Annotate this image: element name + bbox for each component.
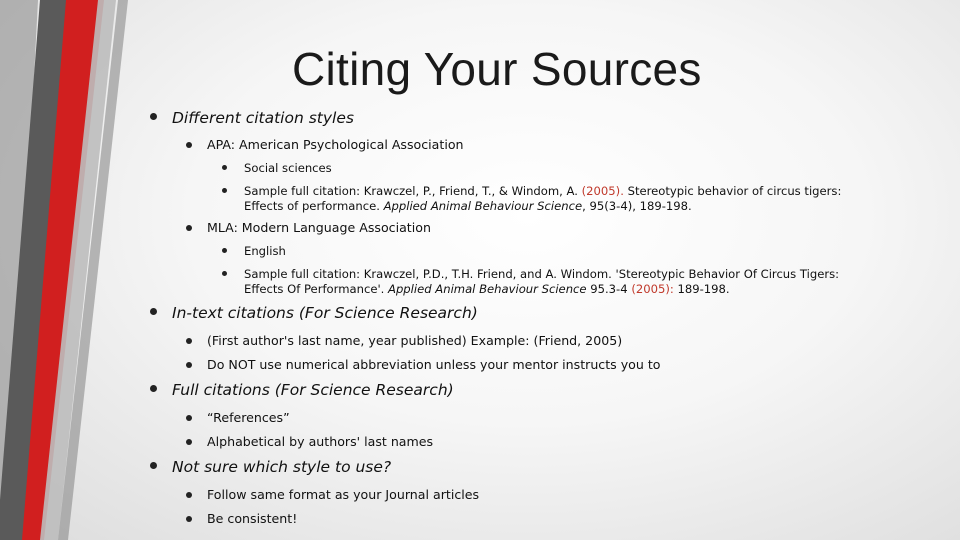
mla-citation-journal: Applied Animal Behaviour Science: [388, 282, 587, 296]
slide-title: Citing Your Sources: [292, 43, 702, 95]
bullet-level3: [222, 271, 227, 276]
apa-full-citation-line1: [244, 184, 841, 198]
bullet-level1: [150, 385, 157, 392]
apa-citation-year: (2005).: [581, 184, 624, 198]
in-text-item: Do NOT use numerical abbreviation unless your mentor instructs you to: [207, 357, 661, 372]
not-sure-item: Be consistent!: [207, 511, 298, 526]
bullet-level2: [186, 338, 192, 344]
section-heading-full-citations: Full citations (For Science Research): [172, 381, 454, 399]
in-text-item: (First author's last name, year published) Example: (Friend, 2005): [207, 333, 623, 348]
full-citations-item: Alphabetical by authors' last names: [207, 434, 434, 449]
apa-citation-journal: Applied Animal Behaviour Science: [383, 199, 583, 213]
bullet-level2: [186, 415, 192, 421]
section-heading-citation-styles: Different citation styles: [172, 109, 354, 127]
apa-full-citation-line2: [244, 199, 692, 213]
mla-full-citation-line2: [244, 282, 730, 296]
not-sure-item: Follow same format as your Journal articles: [207, 487, 480, 502]
apa-item-social-sciences: Social sciences: [244, 161, 332, 175]
apa-label: APA: American Psychological Association: [207, 137, 464, 152]
bullet-level2: [186, 492, 192, 498]
full-citations-item: “References”: [207, 410, 290, 425]
section-heading-in-text-citations: In-text citations (For Science Research): [172, 304, 478, 322]
bullet-level2: [186, 225, 192, 231]
mla-citation-volume: 95.3-4: [586, 282, 632, 296]
mla-full-citation-line1: Sample full citation: Krawczel, P.D., T.H. Friend, and A. Windom. 'Stereotypic Behavior Of Circus Tigers:: [244, 267, 840, 281]
bullet-level3: [222, 188, 227, 193]
bullet-level2: [186, 516, 192, 522]
bullet-level1: [150, 462, 157, 469]
decorative-side-bands: [0, 0, 160, 540]
bullet-level1: [150, 308, 157, 315]
apa-citation-text: Sample full citation: Krawczel, P., Friend, T., & Windom, A.: [244, 184, 582, 198]
bullet-level2: [186, 142, 192, 148]
mla-item-english: English: [244, 244, 286, 258]
mla-citation-year: (2005):: [631, 282, 674, 296]
bullet-level2: [186, 439, 192, 445]
bullet-level2: [186, 362, 192, 368]
mla-label: MLA: Modern Language Association: [207, 220, 431, 235]
apa-citation-title: Stereotypic behavior of circus tigers:: [623, 184, 842, 198]
section-heading-not-sure: Not sure which style to use?: [172, 458, 392, 476]
mla-citation-text: Effects Of Performance'.: [244, 282, 389, 296]
mla-citation-pages: 189-198.: [673, 282, 730, 296]
bullet-level3: [222, 248, 227, 253]
apa-citation-text: Effects of performance.: [244, 199, 384, 213]
bullet-level3: [222, 165, 227, 170]
apa-citation-pages: , 95(3-4), 189-198.: [582, 199, 692, 213]
bullet-level1: [150, 113, 157, 120]
